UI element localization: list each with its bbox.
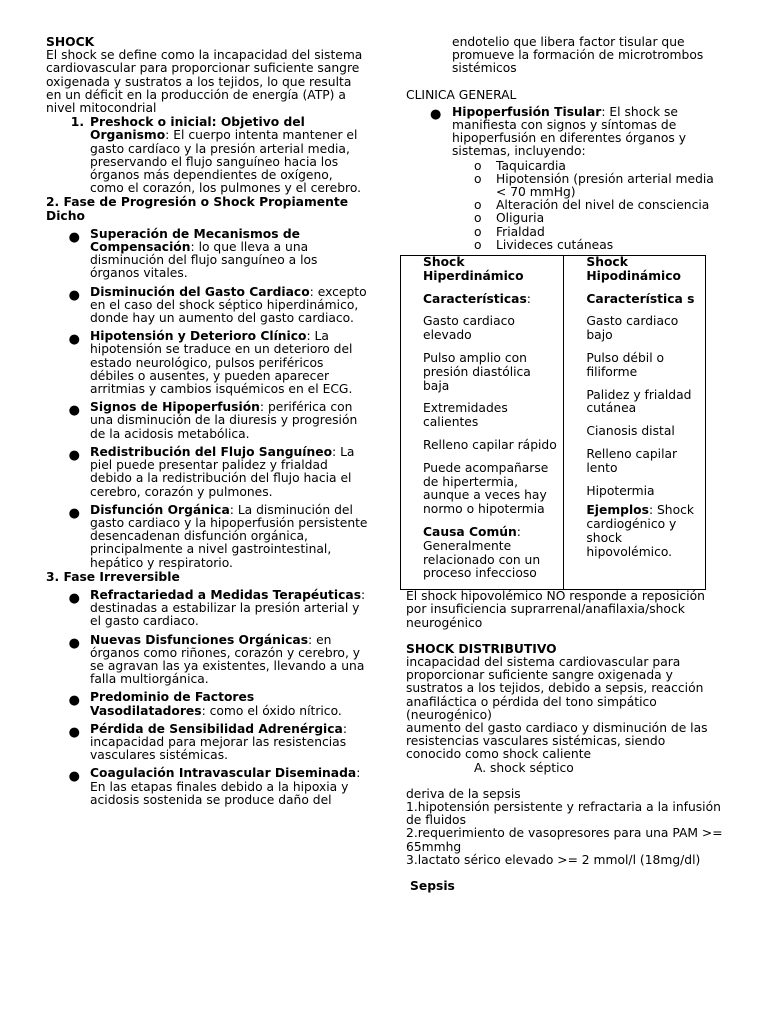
bullet-icon: ● bbox=[68, 693, 80, 709]
sepsis-intro: deriva de la sepsis bbox=[406, 786, 521, 801]
table-cell: Gasto cardiaco bajo bbox=[586, 314, 679, 343]
list-item bbox=[46, 691, 368, 717]
item-heading: Nuevas Disfunciones Orgánicas bbox=[90, 632, 309, 647]
list-item bbox=[46, 446, 368, 499]
shock-intro: El shock se define como la incapacidad del sistema cardiovascular para proporcionar suficiente sangre oxigenada y sustratos a los tejidos, lo que resulta en un déficit en la producción de energía (ATP) a nivel mitocondrial bbox=[46, 48, 363, 116]
septic-shock-subheading: A. shock séptico bbox=[474, 760, 574, 775]
item-heading: Superación de Mecanismos de Compensación bbox=[90, 226, 300, 255]
continuation-text: endotelio que libera factor tisular que promueve la formación de microtrombos sistémicos bbox=[452, 35, 704, 76]
distributive-title: SHOCK DISTRIBUTIVO bbox=[406, 641, 557, 656]
bullet-icon: ● bbox=[68, 505, 80, 521]
item-text: : En las etapas finales debido a la hipoxia y acidosis sostenida se produce daño del bbox=[90, 766, 361, 807]
cause-label: Causa Común bbox=[423, 525, 517, 539]
shock-comparison-table bbox=[400, 255, 706, 590]
distributive-text-2: aumento del gasto cardiaco y disminución de las resistencias vasculares sistémicas, siendo conocido como shock caliente bbox=[406, 721, 708, 762]
table-cell: Palidez y frialdad cutánea bbox=[586, 387, 692, 416]
bullet-icon: ● bbox=[68, 590, 80, 606]
bullet-icon: ● bbox=[68, 635, 80, 651]
characteristics-label: Características bbox=[423, 291, 527, 306]
cause-text: : Generalmente relacionado con un proceso infeccioso bbox=[423, 525, 541, 581]
phase-1 bbox=[46, 116, 368, 195]
circle-bullet-icon: o bbox=[474, 224, 482, 239]
item-heading: Predominio de Factores Vasodilatadores bbox=[90, 690, 255, 718]
circle-bullet-icon: o bbox=[474, 211, 482, 226]
bullet-icon: ● bbox=[68, 332, 80, 348]
bullet-icon: ● bbox=[68, 447, 80, 463]
list-item: o Frialdad bbox=[474, 224, 545, 239]
table-cell: Gasto cardiaco elevado bbox=[423, 314, 515, 343]
list-item bbox=[46, 767, 368, 807]
list-item bbox=[46, 286, 368, 326]
item-text: : La piel puede presentar palidez y frialdad debido a la redistribución del flujo hacia el cerebro, corazón y pulmones. bbox=[90, 444, 355, 499]
examples-label: Ejemplos bbox=[586, 503, 649, 518]
list-item: o Taquicardia bbox=[474, 158, 566, 173]
list-item bbox=[46, 589, 368, 629]
item-heading: Signos de Hipoperfusión bbox=[90, 400, 260, 415]
item-heading: Pérdida de Sensibilidad Adrenérgica bbox=[90, 721, 343, 736]
item-text: : La disminución del gasto cardiaco y la hipoperfusión persistente desencadenan disfunción orgánica, principalmente a nivel gastrointestinal, hepático y respiratorio. bbox=[90, 502, 368, 570]
phase-3-heading: 3. Fase Irreversible bbox=[46, 569, 180, 584]
table-cell: Extremidades calientes bbox=[423, 401, 508, 430]
item-heading: Disminución del Gasto Cardiaco bbox=[90, 284, 310, 299]
table-cell: Cianosis distal bbox=[586, 424, 675, 439]
sepsis-title: Sepsis bbox=[410, 879, 455, 894]
hypodynamic-column bbox=[564, 256, 706, 590]
list-item bbox=[46, 228, 368, 281]
hipoperfusion-heading: Hipoperfusión Tisular bbox=[452, 104, 602, 119]
bullet-icon: ● bbox=[430, 106, 442, 122]
characteristics-label: Característica s bbox=[586, 291, 695, 306]
item-heading: Coagulación Intravascular Diseminada bbox=[90, 766, 357, 781]
list-item: o Alteración del nivel de consciencia bbox=[474, 198, 710, 213]
item-text: : La hipotensión se traduce en un deterioro del estado neurológico, pulsos periféricos débiles o ausentes, y pueden aparecer arritmias y cambios isquémicos en el ECG. bbox=[90, 329, 353, 397]
circle-bullet-icon: o bbox=[474, 198, 482, 213]
hypovolemic-note: El shock hipovolémico NO responde a reposición por insuficiencia suprarrenal/anafilaxia/shock neurogénico bbox=[406, 589, 705, 630]
clinica-title: CLINICA GENERAL bbox=[406, 87, 517, 102]
bullet-icon: ● bbox=[68, 769, 80, 785]
table-cell: Hipotermia bbox=[586, 483, 655, 498]
circle-bullet-icon: o bbox=[474, 158, 482, 173]
table-cell: Pulso amplio con presión diastólica baja bbox=[423, 351, 531, 393]
sepsis-criterion-3: 3.lactato sérico elevado >= 2 mmol/l (18mg/dl) bbox=[406, 852, 701, 867]
sepsis-criterion-1: 1.hipotensión persistente y refractaria a la infusión de fluidos bbox=[406, 800, 721, 828]
list-item bbox=[46, 401, 368, 441]
list-item bbox=[46, 723, 368, 763]
item-heading: Refractariedad a Medidas Terapéuticas bbox=[90, 587, 362, 602]
list-item: o Hipotensión (presión arterial media < 70 mmHg) bbox=[474, 171, 714, 200]
list-item bbox=[46, 330, 368, 396]
distributive-text-1: incapacidad del sistema cardiovascular para proporcionar suficiente sangre oxigenada y sustratos a los tejidos, debido a sepsis, reacción anafiláctica o pérdida del tono simpático (neurogénico) bbox=[406, 655, 704, 722]
left-column bbox=[46, 36, 368, 807]
phase-1-number: 1. bbox=[70, 115, 84, 130]
item-heading: Redistribución del Flujo Sanguíneo bbox=[90, 444, 333, 459]
bullet-icon: ● bbox=[68, 287, 80, 303]
phase-1-heading: Preshock o inicial: Objetivo del Organismo bbox=[90, 115, 305, 143]
item-heading: Disfunción Orgánica bbox=[90, 502, 230, 517]
item-heading: Hipotensión y Deterioro Clínico bbox=[90, 329, 307, 344]
item-text: : como el óxido nítrico. bbox=[201, 703, 342, 718]
right-column bbox=[406, 36, 724, 893]
list-item bbox=[46, 634, 368, 687]
phase-1-text: : El cuerpo intenta mantener el gasto cardíaco y la presión arterial media, preservando el flujo sanguíneo hacia los órganos más dependientes de oxígeno, como el corazón, los pulmones y el cerebro. bbox=[90, 128, 362, 196]
sepsis-criterion-2: 2.requerimiento de vasopresores para una PAM >= 65mmhg bbox=[406, 826, 723, 854]
table-cell: Relleno capilar lento bbox=[586, 447, 678, 475]
item-text: : excepto en el caso del shock séptico hiperdinámico, donde hay un aumento del gasto cardiaco. bbox=[90, 284, 367, 326]
phase-2-heading: 2. Fase de Progresión o Shock Propiamente Dicho bbox=[46, 195, 349, 223]
list-item: o Oliguria bbox=[474, 211, 545, 226]
shock-title: SHOCK bbox=[46, 35, 95, 49]
table-cell: Puede acompañarse de hipertermia, aunque a veces hay normo o hipotermia bbox=[423, 460, 549, 517]
list-item bbox=[406, 106, 724, 159]
list-item bbox=[46, 504, 368, 570]
symptom-list bbox=[474, 160, 724, 252]
table-cell: Relleno capilar rápido bbox=[423, 438, 557, 453]
list-item: o Livideces cutáneas bbox=[474, 237, 614, 252]
hyperdynamic-title: Shock Hiperdinámico bbox=[423, 255, 524, 283]
item-text: : lo que lleva a una disminución del flujo sanguíneo a los órganos vitales. bbox=[90, 240, 318, 281]
bullet-icon: ● bbox=[68, 724, 80, 740]
item-text: : periférica con una disminución de la diuresis y progresión de la acidosis metabólica. bbox=[90, 400, 358, 441]
item-text: : en órganos como riñones, corazón y cerebro, y se agravan las ya existentes, llevando a una falla multiorgánica. bbox=[90, 632, 365, 687]
hipoperfusion-text: : El shock se manifiesta con signos y síntomas de hipoperfusión en diferentes órganos y sistemas, incluyendo: bbox=[452, 104, 686, 159]
hypodynamic-title: Shock Hipodinámico bbox=[586, 255, 681, 283]
circle-bullet-icon: o bbox=[474, 237, 482, 252]
item-text: : incapacidad para mejorar las resistencias vasculares sistémicas. bbox=[90, 721, 347, 763]
examples-text: : Shock cardiogénico y shock hipovolémico. bbox=[586, 503, 694, 559]
bullet-icon: ● bbox=[68, 229, 80, 245]
hyperdynamic-column: Shock Hiperdinámico Características: Gasto cardiaco elevado Pulso amplio con presión diastólica baja Extremidades calientes Relleno capilar rápido Puede acompañarse de hipertermia, aunque a veces hay normo o hipotermia Causa Común: Generalmente relacionado con un proceso infeccioso bbox=[401, 256, 564, 590]
table-cell: Pulso débil o filiforme bbox=[586, 351, 665, 379]
item-text: : destinadas a estabilizar la presión arterial y el gasto cardiaco. bbox=[90, 587, 366, 629]
circle-bullet-icon: o bbox=[474, 171, 482, 186]
bullet-icon: ● bbox=[68, 403, 80, 419]
